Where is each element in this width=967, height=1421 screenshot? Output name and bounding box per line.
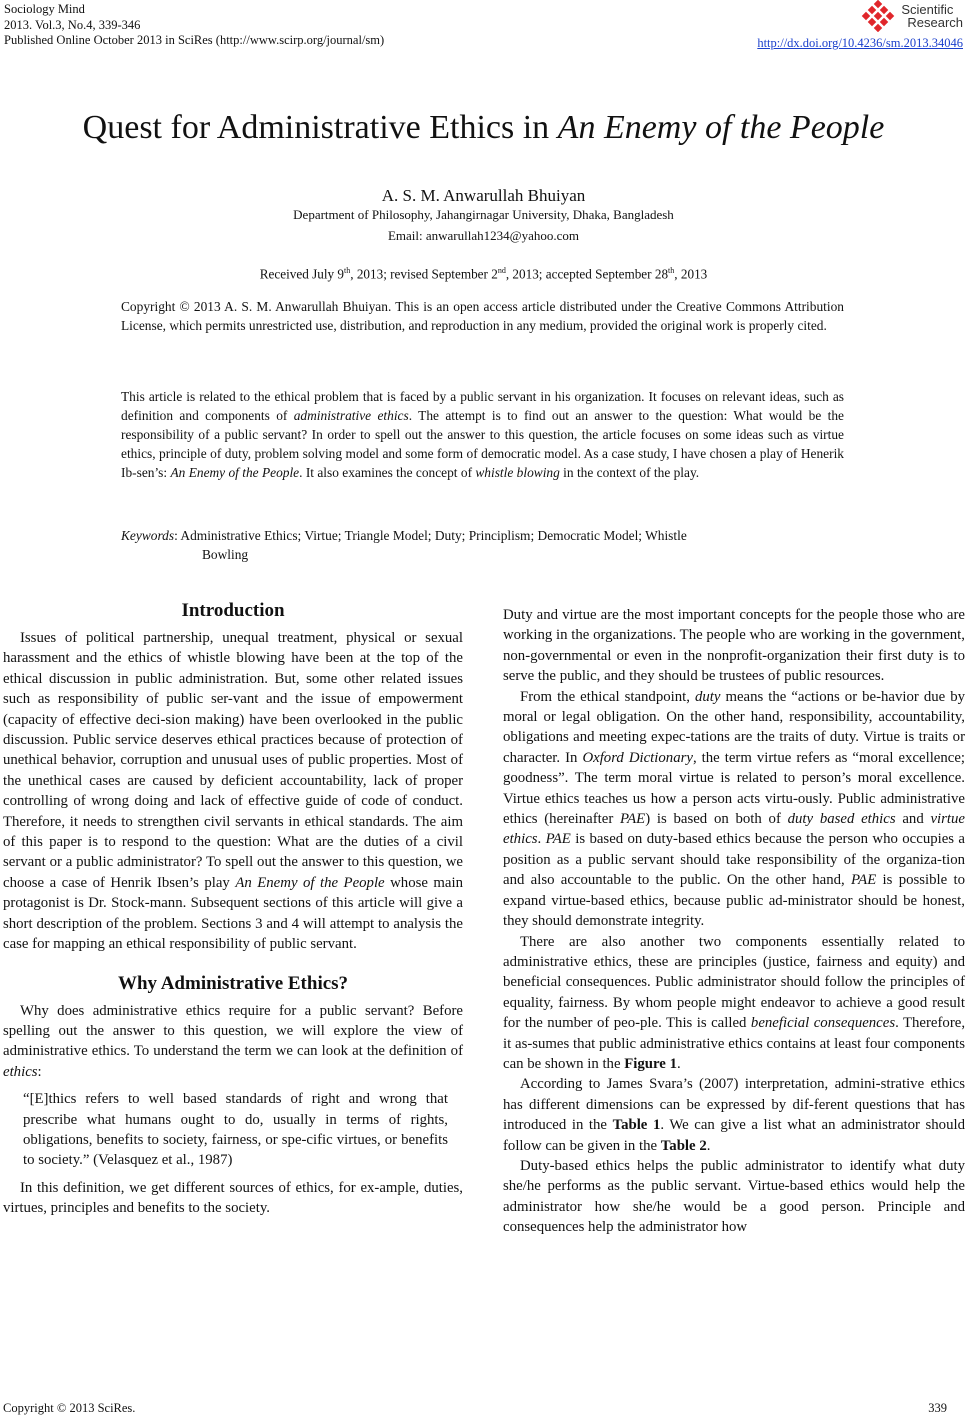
right-paragraph-4 bbox=[503, 1074, 965, 1156]
blockquote-definition: “[E]thics refers to well based standards of right and wrong that prescribe what humans ought to do, usually in terms of rights, obligations, benefits to society, fairness, or spe-cific virtues, or benefits to society.” (Velasquez et al., 1987) bbox=[23, 1091, 448, 1169]
table-ref[interactable]: Table 2 bbox=[660, 1137, 707, 1154]
author-email: Email: anwarullah1234@yahoo.com bbox=[387, 228, 580, 243]
received-text: Received July 9 bbox=[259, 266, 344, 282]
article-title bbox=[0, 108, 967, 148]
received-sup: th bbox=[343, 266, 351, 275]
paragraph-text: is based on duty-based ethics because the person who occupies a position as a public servant should take responsibility of the organiza-tion and also accountable to the public. On the other hand, bbox=[503, 831, 966, 889]
figure-ref[interactable]: Figure 1 bbox=[624, 1055, 677, 1072]
publisher-logo bbox=[861, 0, 963, 32]
paragraph-text: . bbox=[706, 1137, 711, 1154]
paragraph-text: and bbox=[895, 811, 931, 828]
journal-header bbox=[4, 2, 384, 49]
paragraph-italic: PAE bbox=[620, 811, 646, 828]
why-paragraph bbox=[3, 1001, 463, 1083]
paragraph-italic: duty bbox=[694, 688, 721, 705]
abstract bbox=[121, 387, 844, 482]
revised-sup: nd bbox=[497, 266, 506, 275]
published-line: Published Online October 2013 in SciRes (http://www.scirp.org/journal/sm) bbox=[4, 33, 385, 47]
abstract-text: . It also examines the concept of bbox=[299, 465, 476, 480]
section-heading-introduction: Introduction bbox=[181, 600, 285, 621]
copyright-notice: Copyright © 2013 A. S. M. Anwarullah Bhuiyan. This is an open access article distributed under the Creative Commons Attribution License, which permits unrestricted use, distribution, and reproduction in any medium, provided the original work is properly cited. bbox=[121, 299, 844, 333]
right-paragraph-5: Duty-based ethics helps the public administrator to identify what duty she/he performs as the public servant. Virtue-based ethics would help the administrator how she/he would be a good person. Principle and consequences help the administrator how bbox=[503, 1157, 965, 1236]
right-paragraph-1: Duty and virtue are the most important concepts for the people those who are working in the organizations. The people who are working in the government, non-governmental or even in the nonprofit-organization their first duty is to serve the public, and they should be trustees of public resources. bbox=[503, 607, 965, 685]
abstract-italic: whistle blowing bbox=[475, 465, 560, 480]
page-number: 339 bbox=[928, 1401, 947, 1415]
scirp-logo-icon bbox=[861, 0, 897, 32]
logo-line-1: Scientific bbox=[901, 2, 954, 17]
paragraph-text: According to James Svara’s (2007) interpretation, admini-strative ethics has different dimensions can be expressed by dif-ferent questions that has introduced in the bbox=[503, 1076, 965, 1134]
abstract-italic: administrative ethics bbox=[293, 408, 409, 423]
paragraph-text: From the ethical standpoint, bbox=[520, 688, 695, 705]
accepted-text: , 2013; accepted September 28 bbox=[505, 266, 669, 282]
paragraph-italic: ethics bbox=[3, 1063, 38, 1080]
paragraph-text: . bbox=[676, 1055, 681, 1072]
footer-copyright: Copyright © 2013 SciRes. bbox=[3, 1401, 136, 1415]
paragraph-italic: An Enemy of the People bbox=[235, 874, 385, 891]
paragraph-italic: PAE bbox=[851, 872, 877, 889]
section-heading-why: Why Administrative Ethics? bbox=[117, 972, 349, 994]
paragraph-text: , the term virtue refers as “moral excellence; goodness”. The term moral virtue is related to person’s moral excellence. Virtue ethics teaches us how a person acts virtu-ously. Public administrative ethics (hereinafter bbox=[503, 749, 966, 828]
keywords-continued: Bowling bbox=[202, 547, 249, 562]
title-italic: An Enemy of the People bbox=[557, 109, 885, 146]
title-main: Quest for Administrative Ethics in bbox=[82, 109, 558, 146]
paragraph-italic: PAE bbox=[545, 831, 571, 848]
paragraph-text: . bbox=[537, 831, 546, 848]
paragraph-text: is possible to expand virtue-based ethics, because public ad-ministrator should be honest, they should demonstrate integrity. bbox=[503, 872, 965, 930]
logo-text bbox=[901, 3, 963, 29]
doi-link[interactable]: http://dx.doi.org/10.4236/sm.2013.34046 bbox=[757, 36, 963, 50]
paragraph-text: : bbox=[37, 1063, 42, 1080]
logo-line-2: Research bbox=[907, 15, 963, 30]
paragraph-italic: Oxford Dictionary bbox=[582, 749, 693, 766]
abstract-italic: An Enemy of the People bbox=[170, 465, 300, 480]
paragraph-text: . Therefore, it as-sumes that public administrative ethics contains at least four components can be shown in the bbox=[503, 1015, 966, 1072]
journal-volume: 2013. Vol.3, No.4, 339-346 bbox=[4, 17, 141, 32]
accepted-sup: th bbox=[668, 266, 675, 275]
paragraph-text: There are also another two components essentially related to administrative ethics, these are principles (justice, fairness and equity) and beneficial consequences. Public administrator should follow the principles of equality, fairness. By whom people might endeavor to achieve a good result for the number of peo-ple. This is called bbox=[503, 933, 965, 1032]
paragraph-text: ) is based on both of bbox=[645, 811, 788, 828]
journal-name: Sociology Mind bbox=[4, 2, 85, 16]
year-text: , 2013 bbox=[674, 266, 708, 282]
author-name: A. S. M. Anwarullah Bhuiyan bbox=[381, 186, 586, 205]
paragraph-text: Why does administrative ethics require for a public servant? Before spelling out the answer to this question, we will explore the view of administrative ethics. To understand the term we can look at the definition of bbox=[3, 1002, 463, 1060]
paragraph-italic: beneficial consequences bbox=[750, 1015, 896, 1032]
author-affiliation: Department of Philosophy, Jahangirnagar University, Dhaka, Bangladesh bbox=[293, 207, 674, 222]
paragraph-text: means the “actions or be-havior due by moral or legal obligation. On the other hand, responsibility, accountability, obligations and meeting expec-tations are the traits of duty. Virtue is traits or character. In bbox=[503, 688, 966, 766]
right-column bbox=[503, 605, 965, 1238]
right-paragraph-2 bbox=[503, 687, 965, 932]
paragraph-italic: virtue ethics bbox=[503, 811, 965, 848]
table-ref[interactable]: Table 1 bbox=[612, 1117, 661, 1134]
keywords-label: Keywords bbox=[121, 528, 175, 543]
abstract-text: This article is related to the ethical problem that is faced by a public servant in his organization. It focuses on relevant ideas, such as definition and components of bbox=[121, 389, 844, 423]
revised-text: , 2013; revised September 2 bbox=[350, 266, 498, 282]
intro-paragraph bbox=[3, 628, 463, 955]
left-column bbox=[3, 599, 463, 1219]
why-paragraph-2: In this definition, we get different sources of ethics, for ex-ample, duties, virtues, principles and benefits to the society. bbox=[3, 1179, 463, 1217]
right-paragraph-3 bbox=[503, 932, 965, 1075]
received-dates bbox=[0, 263, 967, 282]
abstract-text: in the context of the play. bbox=[559, 465, 700, 480]
paragraph-text: whose main protagonist is Dr. Stock-mann. Subsequent sections of this article will give a short description of the problem. Sections 3 and 4 will attempt to analysis the case for mapping an ethical responsibility of public servant. bbox=[3, 874, 464, 953]
keywords bbox=[121, 526, 844, 564]
abstract-text: . The attempt is to find out an answer to the question: What would be the responsibility of a public servant? In order to spell out the answer to this question, the article focuses on some ideas such as virtue ethics, principle of duty, problem solving model and some form of democratic model. As a case study, I have chosen a play of Henerik Ib-sen’s: bbox=[121, 408, 844, 480]
paragraph-text: Issues of political partnership, unequal treatment, physical or sexual harassment and the ethics of whistle blowing have been at the top of the ethical discussion in public administration. But, some other related issues such as responsibility of public ser-vant and the issue of empowerment (capacity of effective deci-sion making) have been overlooked in the public discussion. Public service deserves ethical practices because of protection of unethical behavior, corruption and unusual uses of public properties. Most of the unethical cases are caused by deficient accountability, lack of proper controlling of wrong doing and lack of effective guide of code of conduct. Therefore, it needs to strengthen civil servants in ethical standards. The aim of this paper is to respond to the question: What are the duties of a civil servant or a public administrator? To spell out the answer to this question, we choose a case of Henrik Ibsen’s play bbox=[3, 630, 463, 891]
paragraph-text: . We can give a list what an administrator should follow can be given in the bbox=[503, 1117, 965, 1154]
keywords-text: : Administrative Ethics; Virtue; Triangle Model; Duty; Principlism; Democratic Model; Whistle bbox=[174, 528, 687, 543]
paragraph-italic: duty based ethics bbox=[787, 811, 896, 828]
